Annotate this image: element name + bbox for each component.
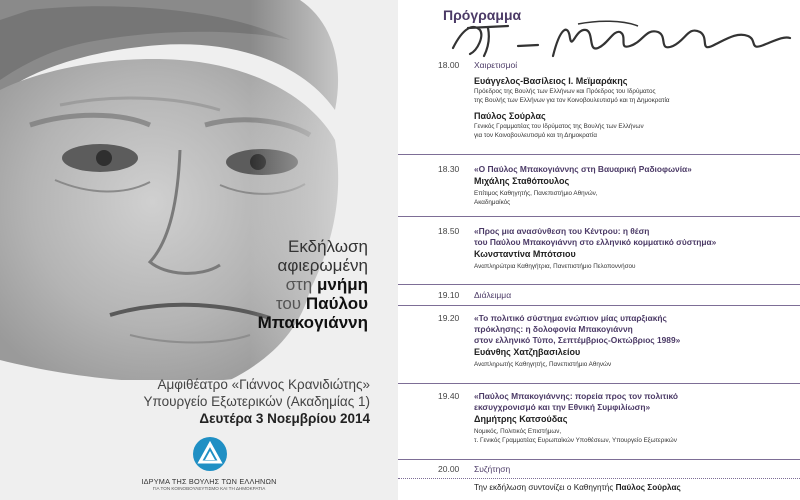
event-title-emphasis: Μπακογιάννη: [257, 313, 368, 332]
program-time: 19.20: [438, 313, 460, 323]
speaker-name: Μιχάλης Σταθόπουλος: [474, 176, 570, 186]
speaker-name: Ευάγγελος-Βασίλειος Ι. Μεϊμαράκης: [474, 76, 628, 86]
program-time: 18.50: [438, 226, 460, 236]
event-title-word: στη: [285, 275, 313, 294]
speaker-info: για τον Κοινοβουλευτισμό και τη Δημοκρατία: [474, 132, 598, 139]
talk-title: «Ο Παύλος Μπακογιάννης στη Βαυαρική Ραδιοφωνία»: [474, 164, 692, 174]
program-time: 18.30: [438, 164, 460, 174]
event-title: [258, 237, 368, 332]
divider: [398, 305, 800, 306]
talk-title: του Παύλου Μπακογιάννη στο ελληνικό κομματικό σύστημα»: [474, 237, 717, 247]
speaker-info: Ακαδημαϊκός: [474, 199, 511, 206]
program-time: 18.00: [438, 60, 460, 70]
talk-title: «Το πολιτικό σύστημα ενώπιον μίας υπαρξιακής: [474, 313, 667, 323]
event-title-emphasis: μνήμη: [316, 275, 368, 294]
event-title-emphasis: Παύλου: [305, 294, 368, 313]
divider: [398, 478, 800, 479]
program-panel: [398, 0, 800, 500]
foundation-logo: [0, 436, 398, 491]
speaker-info: Επίτιμος Καθηγητής, Πανεπιστήμιο Αθηνών,: [474, 190, 598, 197]
talk-title: «Προς μια ανασύνθεση του Κέντρου: η θέση: [474, 226, 650, 236]
speaker-info: Γενικός Γραμματέας του Ιδρύματος της Βουλής των Ελλήνων: [474, 123, 644, 130]
moderator-name: Παύλος Σούρλας: [615, 483, 681, 492]
divider: [398, 216, 800, 217]
venue-address: Υπουργείο Εξωτερικών (Ακαδημίας 1): [143, 394, 370, 409]
moderator-note: [474, 483, 681, 492]
speaker-info: Πρόεδρος της Βουλής των Ελλήνων και Πρόεδρος του Ιδρύματος: [474, 88, 656, 95]
moderator-text: Την εκδήλωση συντονίζει ο Καθηγητής: [474, 483, 614, 492]
program-label: Συζήτηση: [474, 464, 511, 474]
program-time: 19.10: [438, 290, 460, 300]
left-panel: [0, 0, 398, 500]
talk-title: «Παύλος Μπακογιάννης: πορεία προς τον πολιτικό: [474, 391, 679, 401]
venue-name: Αμφιθέατρο «Γιάννος Κρανιδιώτης»: [157, 377, 370, 392]
speaker-name: Ευάνθης Χατζηβασιλείου: [474, 347, 581, 357]
speaker-name: Κωνσταντίνα Μπότσιου: [474, 249, 576, 259]
program-label: Διάλειμμα: [474, 290, 512, 300]
foundation-subtitle: ΓΙΑ ΤΟΝ ΚΟΙΝΟΒΟΥΛΕΥΤΙΣΜΟ ΚΑΙ ΤΗ ΔΗΜΟΚΡΑΤΙΑ: [152, 486, 266, 491]
event-title-line: Εκδήλωση: [287, 237, 368, 256]
divider: [398, 459, 800, 460]
foundation-logo-icon: [192, 436, 228, 472]
talk-title: πρόκλησης: η δολοφονία Μπακογιάννη: [474, 324, 633, 334]
signature-image: [448, 18, 793, 63]
divider: [398, 383, 800, 384]
talk-title: εκσυγχρονισμό και την Εθνική Συμφιλίωση»: [474, 402, 651, 412]
speaker-info: της Βουλής των Ελλήνων για τον Κοινοβουλευτισμό και τη Δημοκρατία: [474, 97, 670, 104]
divider: [398, 154, 800, 155]
program-time: 19.40: [438, 391, 460, 401]
divider: [398, 284, 800, 285]
program-time: 20.00: [438, 464, 460, 474]
event-date: Δευτέρα 3 Νοεμβρίου 2014: [199, 411, 370, 426]
speaker-name: Δημήτρης Κατσούδας: [474, 414, 568, 424]
program-title: Πρόγραμμα: [443, 7, 522, 23]
speaker-info: τ. Γενικός Γραμματέας Ευρωπαϊκών Υποθέσεων, Υπουργείο Εξωτερικών: [474, 437, 677, 444]
program-label: Χαιρετισμοί: [474, 60, 518, 70]
speaker-info: Αναπληρωτής Καθηγητής, Πανεπιστήμιο Αθηνών: [474, 361, 612, 368]
speaker-info: Νομικός, Πολιτικός Επιστήμων,: [474, 428, 562, 435]
event-title-line: αφιερωμένη: [277, 256, 368, 275]
speaker-name: Παύλος Σούρλας: [474, 111, 546, 121]
talk-title: στον ελληνικό Τύπο, Σεπτέμβριος-Οκτώβριος 1989»: [474, 335, 681, 345]
event-title-word: του: [275, 294, 302, 313]
foundation-name: ΙΔΡΥΜΑ ΤΗΣ ΒΟΥΛΗΣ ΤΩΝ ΕΛΛΗΝΩΝ: [141, 477, 277, 486]
speaker-info: Αναπληρώτρια Καθηγήτρια, Πανεπιστήμιο Πελοποννήσου: [474, 263, 636, 270]
venue-block: [143, 376, 370, 427]
